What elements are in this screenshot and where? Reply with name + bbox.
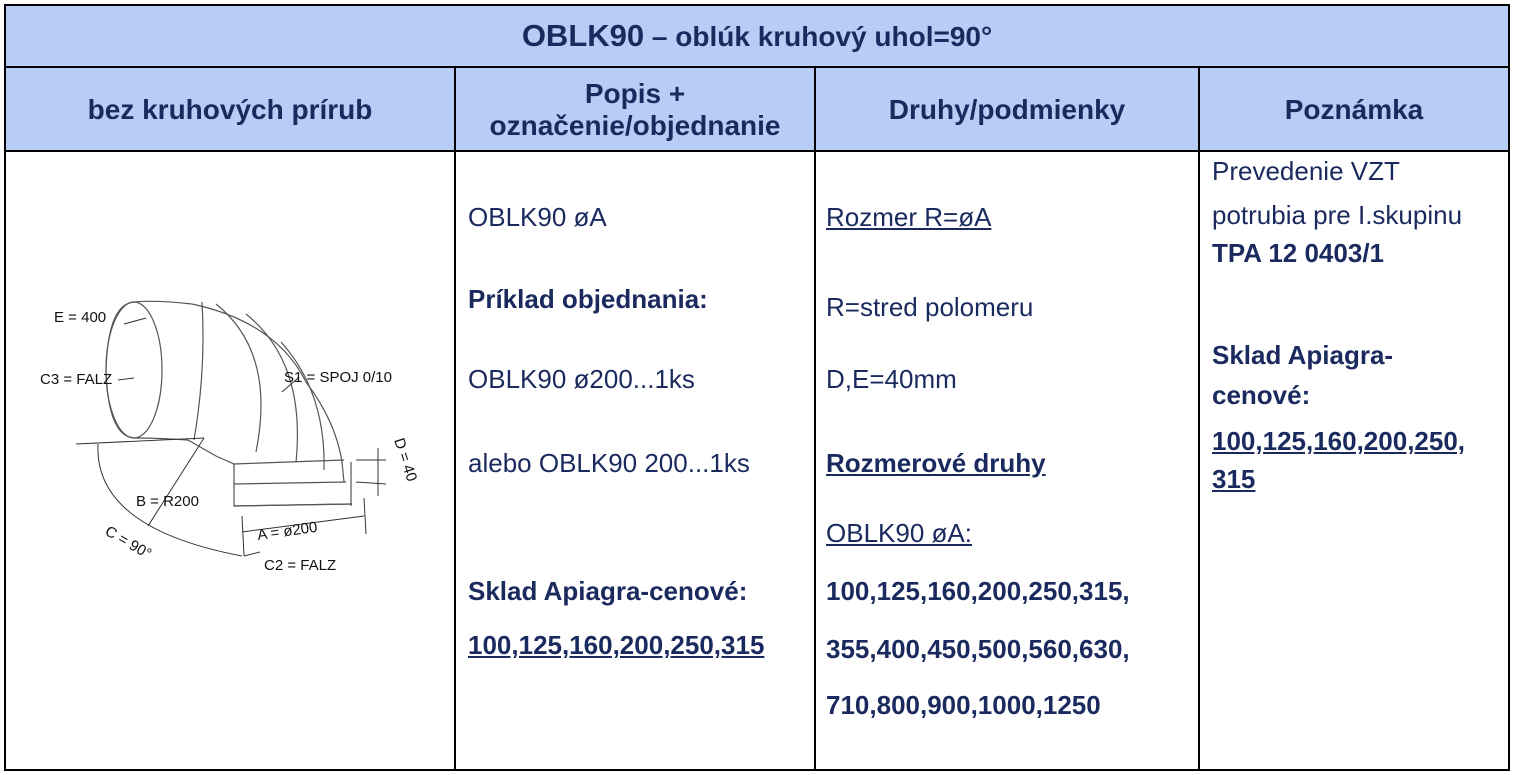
drawing-label-c: C = 90° <box>102 522 155 563</box>
header-col-description <box>456 68 814 152</box>
header-col-types <box>816 68 1198 152</box>
drawing-label-s1: S1 = SPOJ 0/10 <box>284 369 392 386</box>
note-line2: potrubia pre I.skupinu <box>1212 200 1463 230</box>
note-standard: TPA 12 0403/1 <box>1212 238 1384 268</box>
description-cell <box>456 152 814 769</box>
dimension-types-line1: 100,125,160,200,250,315, <box>826 576 1130 606</box>
note-stock-heading-2: cenové: <box>1212 380 1311 410</box>
note-stock-heading-1: Sklad Apiagra- <box>1212 340 1394 370</box>
header-col2-line1: Popis + <box>584 78 686 109</box>
header-col-note <box>1200 68 1508 152</box>
order-example-heading: Príklad objednania: <box>468 284 708 314</box>
collar-length: D,E=40mm <box>826 364 957 394</box>
header-col3-label: Druhy/podmienky <box>888 94 1126 125</box>
page-title <box>522 18 992 54</box>
dimension-types-label: OBLK90 øA: <box>826 518 972 548</box>
stock-values: 100,125,160,200,250,315 <box>468 630 765 660</box>
drawing-cell <box>6 152 454 769</box>
dimension-types-heading: Rozmerové druhy <box>826 448 1046 478</box>
header-row <box>6 68 1508 152</box>
note-cell <box>1200 152 1508 769</box>
title-row <box>6 6 1508 68</box>
note-stock-values-1: 100,125,160,200,250, <box>1212 426 1466 456</box>
product-code: OBLK90 øA <box>468 202 607 232</box>
header-col1-label: bez kruhových prírub <box>87 94 373 125</box>
product-sheet <box>4 4 1510 771</box>
drawing-label-c2: C2 = FALZ <box>264 557 337 574</box>
types-cell <box>816 152 1198 769</box>
body-row <box>6 152 1508 769</box>
title-description: – oblúk kruhový uhol=90° <box>644 21 993 52</box>
order-example-2: alebo OBLK90 200...1ks <box>468 448 750 478</box>
note-stock-values-2: 315 <box>1212 464 1256 494</box>
header-col4-label: Poznámka <box>1284 94 1424 125</box>
drawing-label-d: D = 40 <box>390 435 421 484</box>
dimension-types-line3: 710,800,900,1000,1250 <box>826 690 1101 720</box>
drawing-label-c3: C3 = FALZ <box>40 371 113 388</box>
elbow-duct-90-drawing-icon <box>6 152 454 769</box>
drawing-label-b: B = R200 <box>136 493 199 510</box>
note-line1: Prevedenie VZT <box>1212 156 1400 186</box>
radius-description: R=stred polomeru <box>826 292 1034 322</box>
header-col2-line2: označenie/objednanie <box>489 110 781 141</box>
dimension-rule: Rozmer R=øA <box>826 202 992 232</box>
stock-heading: Sklad Apiagra-cenové: <box>468 576 748 606</box>
dimension-types-line2: 355,400,450,500,560,630, <box>826 634 1130 664</box>
inlet-ellipse <box>106 302 162 438</box>
drawing-label-a: A = ø200 <box>256 518 319 544</box>
drawing-label-e: E = 400 <box>54 309 107 326</box>
order-example-1: OBLK90 ø200...1ks <box>468 364 695 394</box>
title-code: OBLK90 <box>521 18 645 53</box>
header-col-without-flanges <box>6 68 454 152</box>
